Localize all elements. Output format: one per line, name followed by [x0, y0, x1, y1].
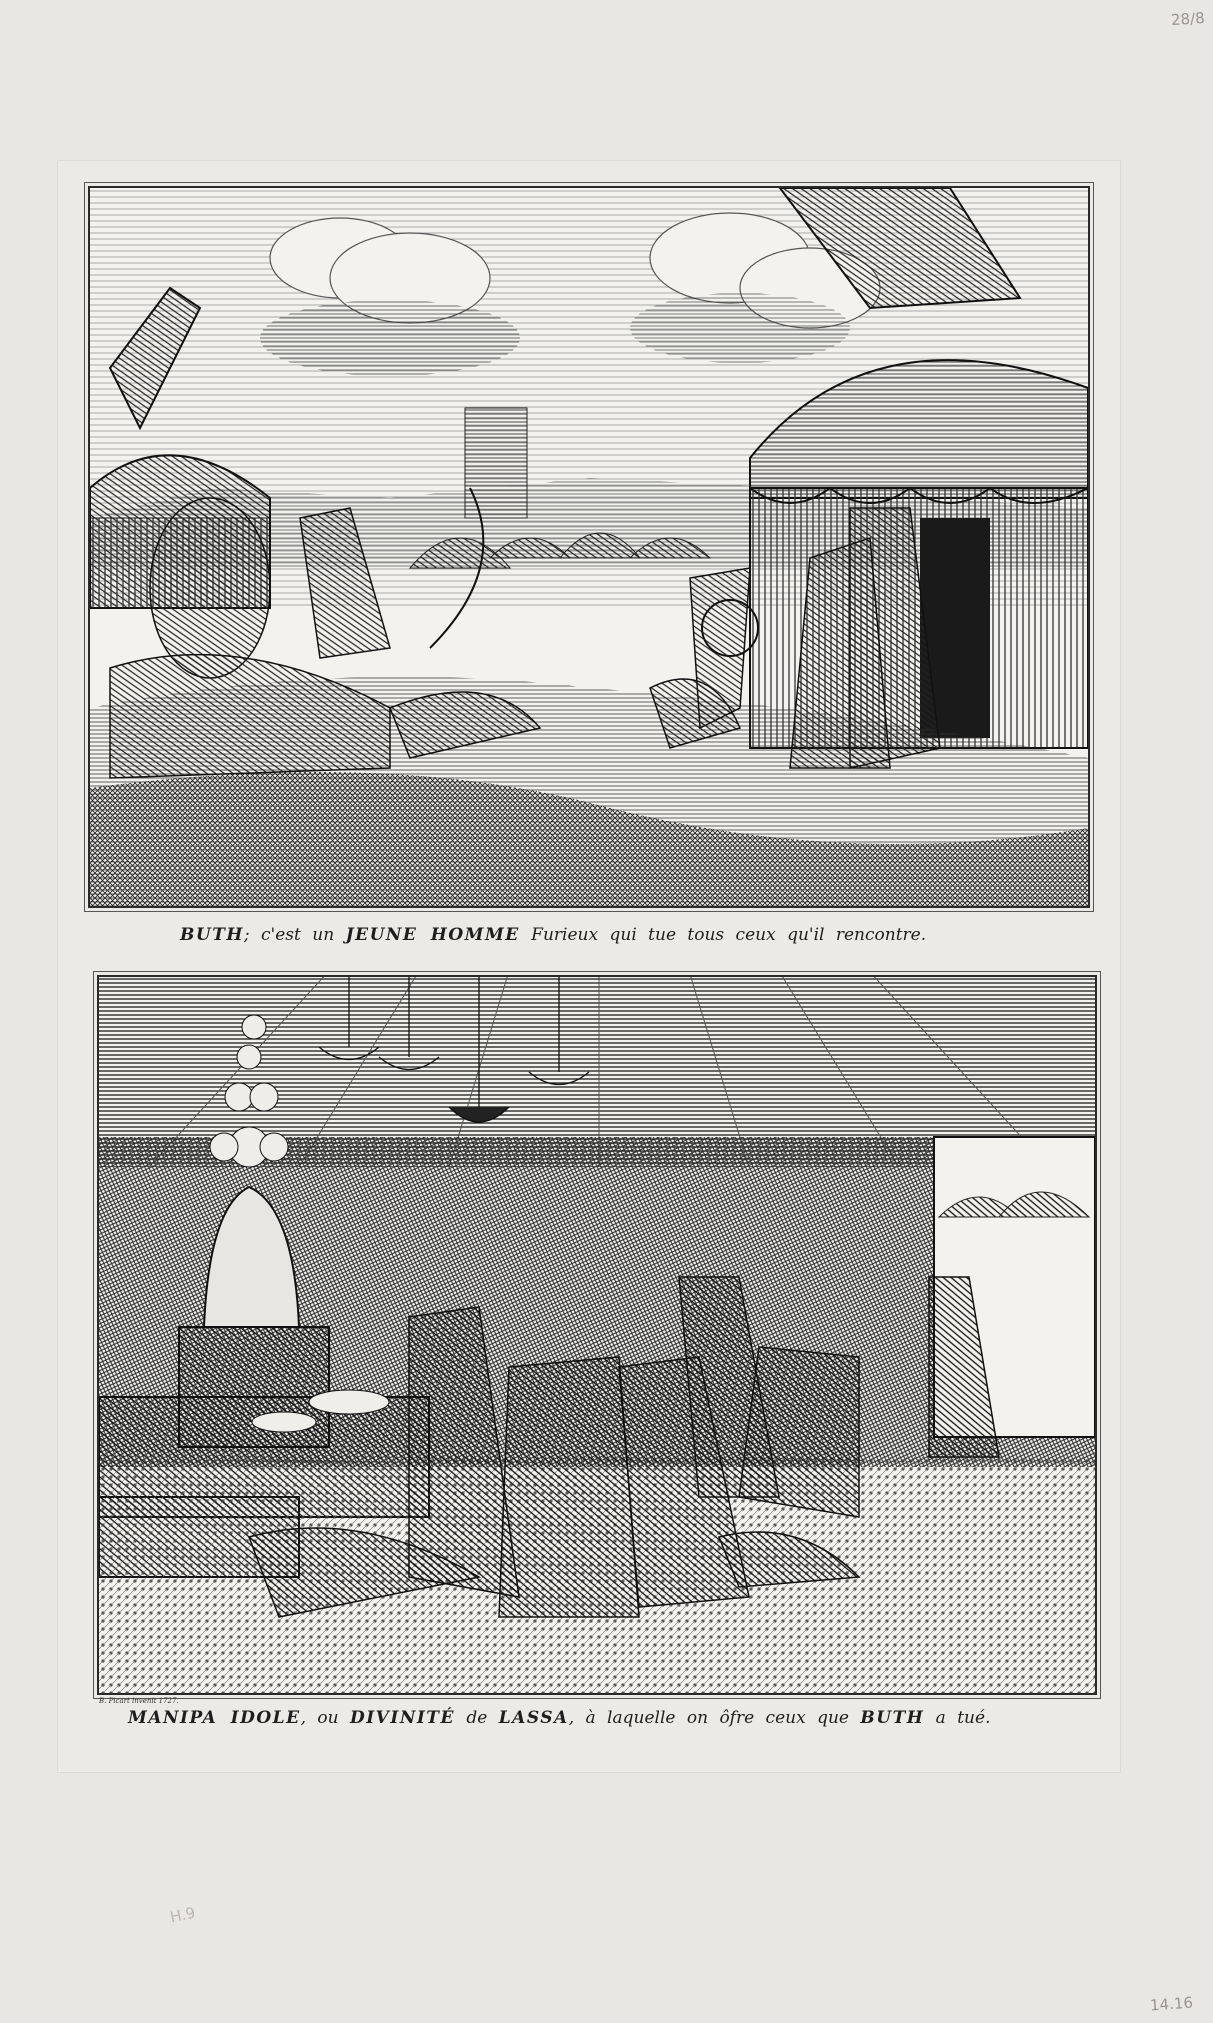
- caption-top: BUTH; c'est un JEUNE HOMME Furieux qui tue tous ceux qu'il rencontre.: [180, 925, 927, 945]
- pencil-annotation-left: H.9: [168, 1903, 197, 1927]
- engraving-top-illustration: [90, 188, 1088, 906]
- pencil-annotation-top: 28/8: [1170, 8, 1206, 30]
- caption-bottom: MANIPA IDOLE, ou DIVINITÉ de LASSA, à laquelle on ôfre ceux que BUTH a tué.: [128, 1708, 991, 1728]
- pencil-annotation-bottom: 14.16: [1149, 1993, 1194, 2015]
- engraver-signature: B. Picart invenit 1727.: [99, 1697, 179, 1705]
- engraving-top: [88, 186, 1090, 908]
- engraving-bottom-illustration: [99, 977, 1095, 1693]
- engraving-bottom: [97, 975, 1097, 1695]
